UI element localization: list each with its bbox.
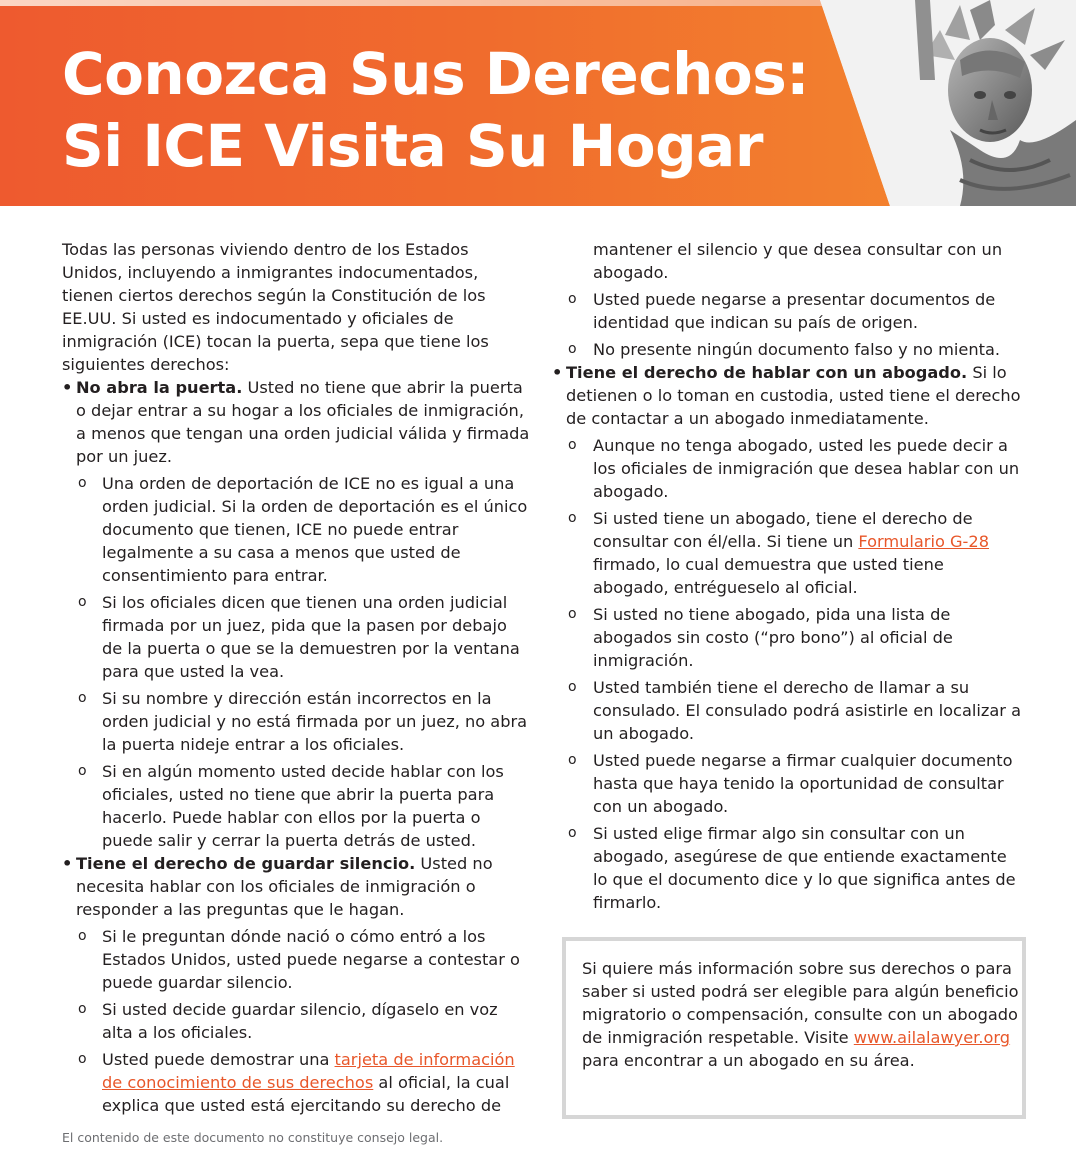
sub-item: [552, 507, 1022, 599]
sub-item: [62, 591, 532, 683]
bullet-dot: •: [552, 363, 563, 382]
sub-item-text: Si usted decide guardar silencio, dígaselo en voz alta a los oficiales.: [102, 1000, 498, 1042]
sub-item: [62, 472, 532, 587]
sub-item-text: Si en algún momento usted decide hablar con los oficiales, usted no tiene que abrir la puerta para hacerlo. Puede hablar con ellos por la puerta o puede salir y cerrar la puerta detrás de usted.: [102, 762, 504, 850]
page-title: [62, 38, 809, 182]
intro-paragraph: Todas las personas viviendo dentro de los Estados Unidos, incluyendo a inmigrantes indocumentados, tienen ciertos derechos según la Constitución de los EE.UU. Si usted es indocumentado y oficiales de inmigración (ICE) tocan la puerta, sepa que tiene los siguientes derechos:: [62, 240, 489, 374]
circle-bullet: o: [78, 690, 87, 706]
rights-card-link[interactable]: tarjeta de información de conocimiento de sus derechos: [102, 1050, 515, 1092]
sub-item-text: Usted puede negarse a presentar documentos de identidad que indican su país de origen.: [593, 290, 996, 332]
circle-bullet: o: [568, 752, 577, 768]
sub-item: [62, 925, 532, 994]
sub-item-text: Si le preguntan dónde nació o cómo entró a los Estados Unidos, usted puede negarse a contestar o puede guardar silencio.: [102, 927, 520, 992]
sub-item-text: No presente ningún documento falso y no mienta.: [593, 340, 1001, 359]
bullet-text: Usted no necesita hablar con los oficiales de inmigración o responder a las preguntas que le hagan.: [76, 854, 493, 919]
info-box-text: para encontrar a un abogado en su área.: [582, 1051, 915, 1070]
sub-item: [62, 687, 532, 756]
sub-item: [62, 760, 532, 852]
sub-item: [552, 603, 1022, 672]
bullet-heading: Tiene el derecho de hablar con un abogado.: [566, 363, 968, 382]
circle-bullet: o: [568, 679, 577, 695]
circle-bullet: o: [78, 928, 87, 944]
sub-item-text: Usted también tiene el derecho de llamar a su consulado. El consulado podrá asistirle en localizar a un abogado.: [593, 678, 1022, 743]
banner-top-line: [0, 0, 840, 6]
sub-item: [552, 288, 1022, 334]
sub-item-text: Usted puede demostrar una: [102, 1050, 335, 1069]
footer-disclaimer: El contenido de este documento no constituye consejo legal.: [62, 1130, 444, 1145]
circle-bullet: o: [568, 825, 577, 841]
bullet-heading: No abra la puerta.: [76, 378, 243, 397]
sub-item-text: firmado, lo cual demuestra que usted tiene abogado, entrégueselo al oficial.: [593, 555, 944, 597]
title-line-2: Si ICE Visita Su Hogar: [62, 112, 763, 180]
sub-item-text: Aunque no tenga abogado, usted les puede decir a los oficiales de inmigración que desea hablar con un abogado.: [593, 436, 1020, 501]
title-line-1: Conozca Sus Derechos:: [62, 40, 809, 108]
bullet-dot: •: [62, 378, 73, 397]
info-box-text: Si quiere más información sobre sus derechos o para saber si usted podrá ser elegible para algún beneficio migratorio o compensación, consulte con un abogado de inmigración respetable. Visite: [582, 959, 1019, 1047]
bullet-silencio: [62, 852, 532, 921]
sub-item-text: Si su nombre y dirección están incorrectos en la orden judicial y no está firmada por un juez, no abra la puerta nideje entrar a los oficiales.: [102, 689, 528, 754]
circle-bullet: o: [78, 475, 87, 491]
bullet-no-abra: [62, 376, 532, 468]
sub-item: [552, 338, 1022, 361]
circle-bullet: o: [78, 594, 87, 610]
sub-item: [552, 749, 1022, 818]
sub-item: [552, 822, 1022, 914]
sub-item-text: Una orden de deportación de ICE no es igual a una orden judicial. Si la orden de deportación es el único documento que tienen, ICE no puede entrar legalmente a su casa a menos que usted de consentimiento para entrar.: [102, 474, 528, 585]
sub-item-text: Si usted elige firmar algo sin consultar con un abogado, asegúrese de que entiende exactamente lo que el documento dice y lo que significa antes de firmarlo.: [593, 824, 1016, 912]
ailalawyer-link[interactable]: www.ailalawyer.org: [853, 1028, 1011, 1047]
form-g28-link[interactable]: Formulario G-28: [858, 532, 989, 551]
sub-item-text: Si usted no tiene abogado, pida una lista de abogados sin costo (“pro bono”) al oficial de inmigración.: [593, 605, 953, 670]
circle-bullet: o: [568, 437, 577, 453]
bullet-dot: •: [62, 854, 73, 873]
circle-bullet: o: [568, 510, 577, 526]
bullet-text: Usted no tiene que abrir la puerta o dejar entrar a su hogar a los oficiales de inmigración, a menos que tengan una orden judicial válida y firmada por un juez.: [76, 378, 530, 466]
left-column: [62, 238, 532, 1117]
info-box: [562, 937, 1026, 1119]
right-column: [552, 238, 1022, 914]
sub-item-text: Si usted tiene un abogado, tiene el derecho de consultar con él/ella. Si tiene un: [593, 509, 973, 551]
bullet-abogado: [552, 361, 1022, 430]
sub-item: [62, 998, 532, 1044]
circle-bullet: o: [568, 606, 577, 622]
sub-item: [552, 434, 1022, 503]
circle-bullet: o: [568, 341, 577, 357]
sub-item-text: Usted puede negarse a firmar cualquier documento hasta que haya tenido la oportunidad de consultar con un abogado.: [593, 751, 1013, 816]
sub-item: [62, 1048, 532, 1117]
bullet-heading: Tiene el derecho de guardar silencio.: [76, 854, 416, 873]
circle-bullet: o: [78, 1001, 87, 1017]
sub-item: [552, 676, 1022, 745]
circle-bullet: o: [78, 763, 87, 779]
sub-item-text: al oficial, la cual explica que usted está ejercitando su derecho de: [102, 1073, 510, 1115]
bullet-text: Si lo detienen o lo toman en custodia, usted tiene el derecho de contactar a un abogado inmediatamente.: [566, 363, 1021, 428]
continued-text: mantener el silencio y que desea consultar con un abogado.: [593, 240, 1003, 282]
circle-bullet: o: [568, 291, 577, 307]
circle-bullet: o: [78, 1051, 87, 1067]
sub-item-text: Si los oficiales dicen que tienen una orden judicial firmada por un juez, pida que la pasen por debajo de la puerta o que se la demuestren por la ventana para que usted la vea.: [102, 593, 520, 681]
